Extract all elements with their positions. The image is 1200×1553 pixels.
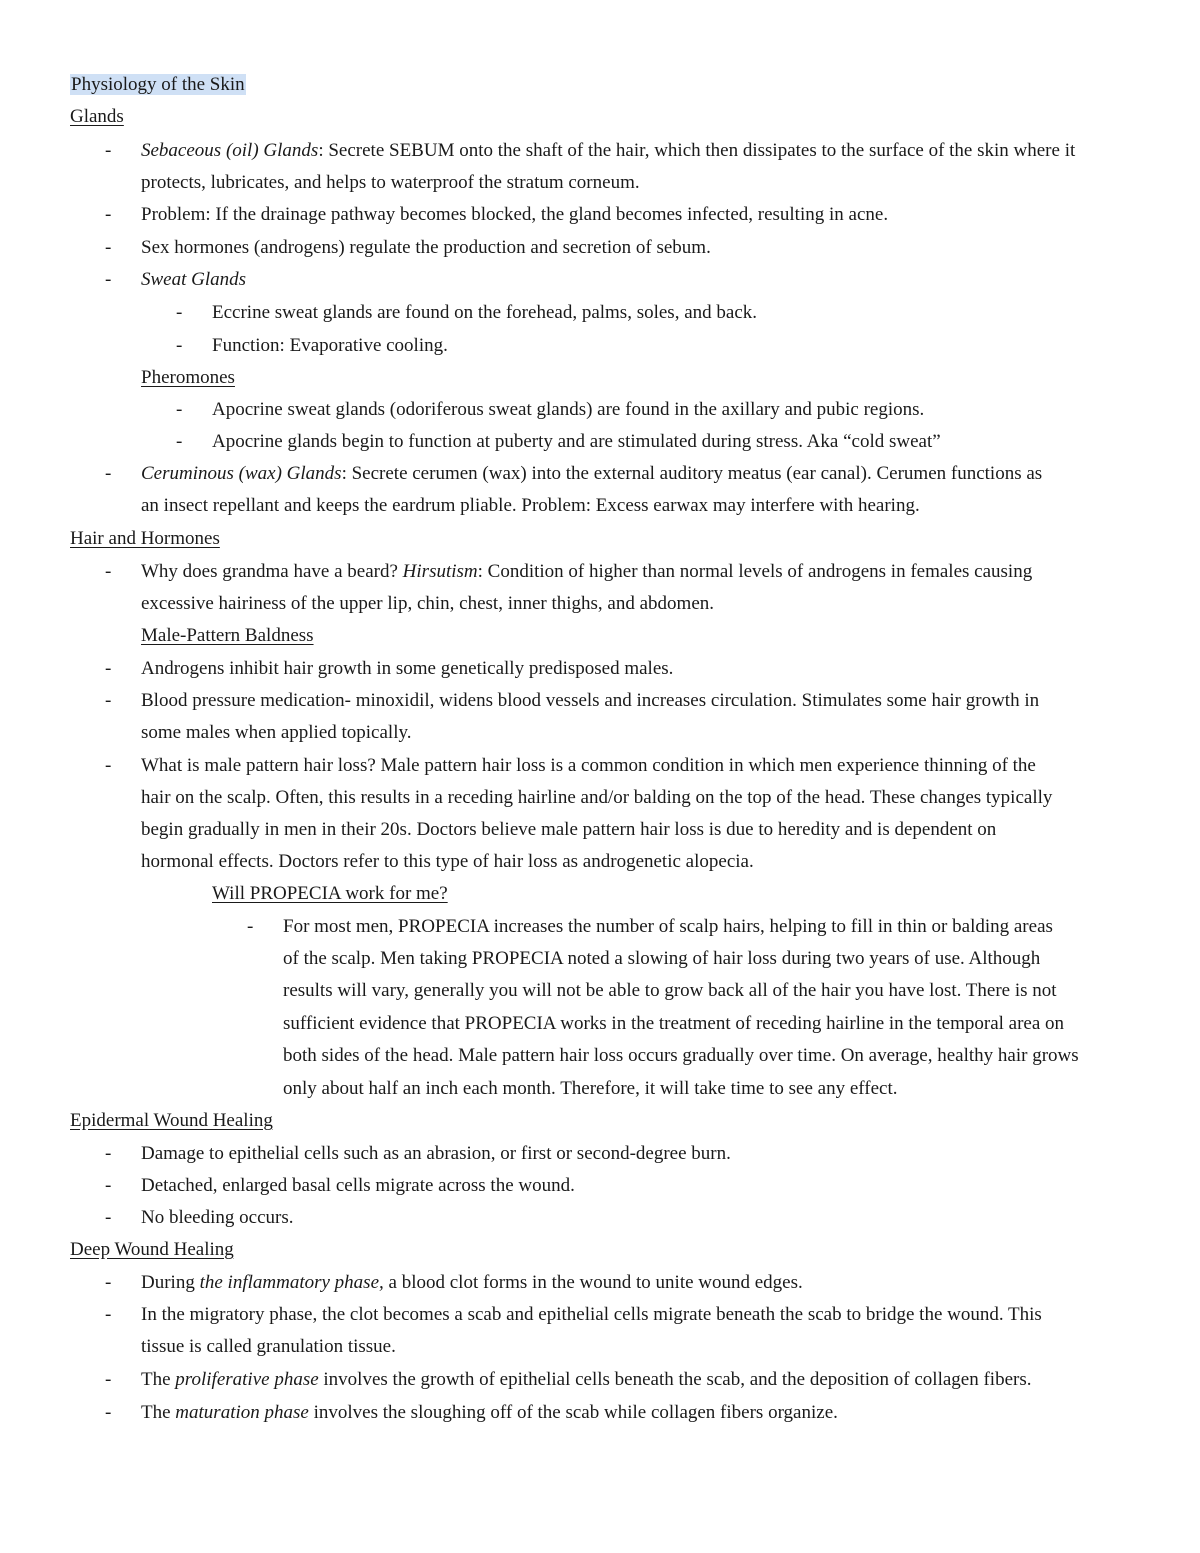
bullet: - [176,399,183,420]
text: involves the sloughing off of the scab while collagen fibers organize. [308,1402,838,1423]
text: involves the growth of epithelial cells beneath the scab, and the deposition of collagen fibers. [318,1369,1032,1390]
section-heading-glands: Glands [70,106,124,127]
list-item-ceruminous [141,462,1042,486]
bullet: - [247,916,254,937]
list-item-grandma [141,560,1032,584]
bullet: - [105,1304,112,1325]
sublist-item-function: Function: Evaporative cooling. [212,335,448,356]
sublist-item-propecia: For most men, PROPECIA increases the number of scalp hairs, helping to fill in thin or balding areas [283,916,1053,937]
list-item-continuation: protects, lubricates, and helps to waterproof the stratum corneum. [141,172,640,193]
list-item-continuation: sufficient evidence that PROPECIA works in the treatment of receding hairline in the temporal area on [283,1013,1065,1034]
term-hirsutism: Hirsutism [402,561,478,582]
bullet: - [105,1369,112,1390]
list-item-continuation: both sides of the head. Male pattern hair loss occurs gradually over time. On average, healthy hair grows [283,1045,1079,1066]
list-item-migratory: In the migratory phase, the clot becomes a scab and epithelial cells migrate beneath the scab to bridge the wound. This [141,1304,1042,1325]
list-item-proliferative [141,1368,1031,1392]
bullet: - [105,1207,112,1228]
bullet: - [105,1272,112,1293]
list-item-no-bleeding: No bleeding occurs. [141,1207,294,1228]
subheading-pheromones: Pheromones [141,367,235,388]
text: Why does grandma have a beard? [141,561,403,582]
subheading-male-pattern-baldness: Male-Pattern Baldness [141,625,314,646]
list-item-androgens: Androgens inhibit hair growth in some genetically predisposed males. [141,658,674,679]
list-item-continuation: only about half an inch each month. Therefore, it will take time to see any effect. [283,1078,898,1099]
text: a blood clot forms in the wound to unite wound edges. [383,1272,803,1293]
list-item-continuation: results will vary, generally you will not be able to grow back all of the hair you have lost. There is not [283,980,1057,1001]
list-item-maturation [141,1401,838,1425]
page-title [70,73,246,97]
list-item-sebaceous [141,139,1075,163]
sublist-item-apocrine-2: Apocrine glands begin to function at puberty and are stimulated during stress. Aka “cold sweat” [212,431,941,452]
bullet: - [105,463,112,484]
bullet: - [105,237,112,258]
list-item-continuation: hair on the scalp. Often, this results in a receding hairline and/or balding on the top of the head. These changes typically [141,787,1053,808]
section-heading-hair: Hair and Hormones [70,528,220,549]
section-heading-epidermal: Epidermal Wound Healing [70,1110,273,1131]
list-item-continuation: begin gradually in men in their 20s. Doctors believe male pattern hair loss is due to heredity and is dependent on [141,819,997,840]
term-sebaceous: Sebaceous (oil) Glands [141,140,319,161]
bullet: - [176,335,183,356]
bullet: - [176,302,183,323]
text: : Condition of higher than normal levels of androgens in females causing [477,561,1033,582]
term-proliferative: proliferative phase [175,1369,319,1390]
list-item-blood-pressure: Blood pressure medication- minoxidil, widens blood vessels and increases circulation. Stimulates some hair growth in [141,690,1040,711]
bullet: - [105,658,112,679]
list-item-continuation: some males when applied topically. [141,722,412,743]
bullet: - [105,561,112,582]
list-item-sex-hormones: Sex hormones (androgens) regulate the production and secretion of sebum. [141,237,711,258]
bullet: - [105,1143,112,1164]
list-item-sweat-glands: Sweat Glands [141,269,247,290]
text: The [141,1402,176,1423]
subheading-propecia: Will PROPECIA work for me? [212,883,448,904]
text: During [141,1272,200,1293]
text: : Secrete SEBUM onto the shaft of the hair, which then dissipates to the surface of the skin where it [318,140,1076,161]
list-item-continuation: of the scalp. Men taking PROPECIA noted a slowing of hair loss during two years of use. Although [283,948,1041,969]
term-maturation: maturation phase [175,1402,309,1423]
term-ceruminous: Ceruminous (wax) Glands [141,463,342,484]
bullet: - [105,755,112,776]
bullet: - [105,204,112,225]
list-item-continuation: an insect repellant and keeps the eardrum pliable. Problem: Excess earwax may interfere with hearing. [141,495,920,516]
bullet: - [105,1175,112,1196]
section-heading-deep: Deep Wound Healing [70,1239,234,1260]
list-item-detached: Detached, enlarged basal cells migrate across the wound. [141,1175,575,1196]
bullet: - [105,269,112,290]
bullet: - [176,431,183,452]
bullet: - [105,1402,112,1423]
term-inflammatory: the inflammatory phase, [199,1272,384,1293]
text: : Secrete cerumen (wax) into the external auditory meatus (ear canal). Cerumen functions as [341,463,1043,484]
list-item-inflammatory [141,1271,803,1295]
list-item-continuation: excessive hairiness of the upper lip, chin, chest, inner thighs, and abdomen. [141,593,715,614]
bullet: - [105,690,112,711]
sublist-item-eccrine: Eccrine sweat glands are found on the forehead, palms, soles, and back. [212,302,757,323]
bullet: - [105,140,112,161]
list-item-damage: Damage to epithelial cells such as an abrasion, or first or second-degree burn. [141,1143,731,1164]
list-item-what-is: What is male pattern hair loss? Male pattern hair loss is a common condition in which men experience thinning of the [141,755,1036,776]
sublist-item-apocrine-1: Apocrine sweat glands (odoriferous sweat glands) are found in the axillary and pubic regions. [212,399,925,420]
list-item-continuation: hormonal effects. Doctors refer to this type of hair loss as androgenetic alopecia. [141,851,754,872]
title-text: Physiology of the Skin [71,74,245,95]
text: The [141,1369,176,1390]
list-item-problem: Problem: If the drainage pathway becomes blocked, the gland becomes infected, resulting in acne. [141,204,889,225]
list-item-continuation: tissue is called granulation tissue. [141,1336,396,1357]
